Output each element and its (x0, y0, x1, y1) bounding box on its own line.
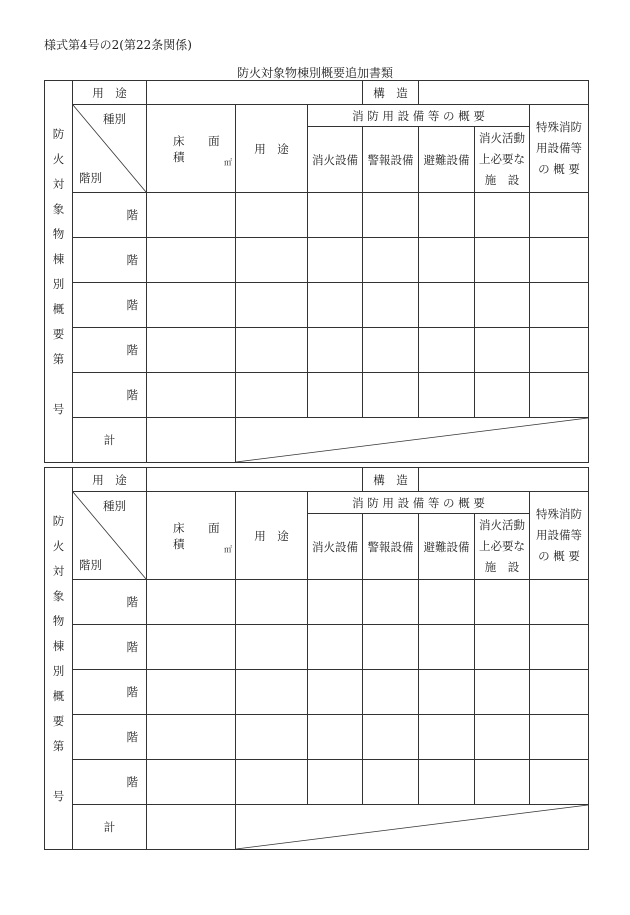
cell[interactable] (363, 580, 419, 625)
cell[interactable] (308, 328, 363, 373)
cell[interactable] (530, 625, 589, 670)
cell[interactable] (530, 328, 589, 373)
side-label: 防 火 対 象 物 棟 別 概 要 第 号 (45, 81, 73, 463)
cell[interactable] (363, 760, 419, 805)
total-label: 計 (73, 418, 147, 463)
cell[interactable] (530, 193, 589, 238)
cell[interactable] (419, 283, 475, 328)
cell[interactable] (419, 580, 475, 625)
firefighting-facility-header: 消火活動 上必要な 施 設 (475, 514, 530, 580)
cell[interactable] (419, 715, 475, 760)
cell[interactable] (236, 328, 308, 373)
cell[interactable] (363, 238, 419, 283)
cell[interactable] (236, 715, 308, 760)
cell[interactable] (363, 625, 419, 670)
cell[interactable] (147, 238, 236, 283)
cell[interactable] (308, 373, 363, 418)
type-floor-header: 種別 階別 (73, 492, 147, 580)
use-header: 用 途 (236, 105, 308, 193)
cell[interactable] (419, 670, 475, 715)
youto-field[interactable] (147, 468, 363, 492)
total-label: 計 (73, 805, 147, 850)
cell[interactable] (530, 580, 589, 625)
cell[interactable] (236, 373, 308, 418)
cell[interactable] (147, 760, 236, 805)
cell[interactable] (236, 193, 308, 238)
floor-area-header: 床 面 積 ㎡ (147, 492, 236, 580)
summary-table-2 (44, 467, 589, 850)
floor-label: 階 (73, 373, 147, 418)
cell[interactable] (475, 580, 530, 625)
fire-equipment-header: 消 防 用 設 備 等 の 概 要 (308, 492, 530, 514)
cell[interactable] (236, 760, 308, 805)
cell[interactable] (475, 283, 530, 328)
evacuation-header: 避難設備 (419, 514, 475, 580)
floor-label: 階 (73, 193, 147, 238)
firefighting-facility-header: 消火活動 上必要な 施 設 (475, 127, 530, 193)
cell[interactable] (419, 193, 475, 238)
youto-label: 用 途 (73, 468, 147, 492)
cell[interactable] (475, 373, 530, 418)
document-title: 防火対象物棟別概要追加書類 (236, 66, 393, 80)
cell[interactable] (530, 715, 589, 760)
floor-label: 階 (73, 670, 147, 715)
alarm-header: 警報設備 (363, 127, 419, 193)
cell[interactable] (308, 193, 363, 238)
cell[interactable] (147, 715, 236, 760)
extinguishing-header: 消火設備 (308, 127, 363, 193)
kouzou-label: 構 造 (363, 81, 419, 105)
cell[interactable] (308, 283, 363, 328)
side-label: 防 火 対 象 物 棟 別 概 要 第 号 (45, 468, 73, 850)
cell[interactable] (475, 238, 530, 283)
cell[interactable] (236, 283, 308, 328)
cell[interactable] (530, 283, 589, 328)
cell[interactable] (147, 670, 236, 715)
floor-label: 階 (73, 238, 147, 283)
special-equipment-header: 特殊消防 用設備等 の 概 要 (530, 492, 589, 580)
cell[interactable] (308, 715, 363, 760)
cell[interactable] (363, 670, 419, 715)
kouzou-label: 構 造 (363, 468, 419, 492)
cell[interactable] (419, 238, 475, 283)
cell[interactable] (308, 238, 363, 283)
fire-equipment-header: 消 防 用 設 備 等 の 概 要 (308, 105, 530, 127)
floor-label: 階 (73, 580, 147, 625)
cell[interactable] (419, 373, 475, 418)
cell[interactable] (236, 580, 308, 625)
total-area-cell[interactable] (147, 418, 236, 463)
total-strike-cell (236, 805, 589, 850)
cell[interactable] (147, 193, 236, 238)
floor-label: 階 (73, 283, 147, 328)
cell[interactable] (147, 328, 236, 373)
cell[interactable] (236, 238, 308, 283)
cell[interactable] (308, 625, 363, 670)
summary-table-1 (44, 80, 589, 463)
youto-label: 用 途 (73, 81, 147, 105)
floor-label: 階 (73, 625, 147, 670)
floor-label: 階 (73, 760, 147, 805)
cell[interactable] (147, 625, 236, 670)
cell[interactable] (475, 625, 530, 670)
special-equipment-header: 特殊消防 用設備等 の 概 要 (530, 105, 589, 193)
floor-area-header: 床 面 積 ㎡ (147, 105, 236, 193)
alarm-header: 警報設備 (363, 514, 419, 580)
cell[interactable] (475, 670, 530, 715)
cell[interactable] (530, 760, 589, 805)
kouzou-field[interactable] (419, 81, 589, 105)
total-area-cell[interactable] (147, 805, 236, 850)
cell[interactable] (147, 373, 236, 418)
cell[interactable] (236, 670, 308, 715)
cell[interactable] (236, 625, 308, 670)
cell[interactable] (363, 328, 419, 373)
cell[interactable] (475, 193, 530, 238)
use-header: 用 途 (236, 492, 308, 580)
floor-label: 階 (73, 715, 147, 760)
evacuation-header: 避難設備 (419, 127, 475, 193)
cell[interactable] (419, 760, 475, 805)
form-number: 様式第4号の2(第22条関係) (44, 38, 192, 52)
cell[interactable] (147, 283, 236, 328)
kouzou-field[interactable] (419, 468, 589, 492)
cell[interactable] (530, 373, 589, 418)
cell[interactable] (308, 760, 363, 805)
type-floor-header: 種別 階別 (73, 105, 147, 193)
total-strike-cell (236, 418, 589, 463)
cell[interactable] (475, 328, 530, 373)
cell[interactable] (530, 670, 589, 715)
cell[interactable] (363, 283, 419, 328)
extinguishing-header: 消火設備 (308, 514, 363, 580)
cell[interactable] (475, 760, 530, 805)
cell[interactable] (475, 715, 530, 760)
floor-label: 階 (73, 328, 147, 373)
cell[interactable] (363, 373, 419, 418)
cell[interactable] (308, 670, 363, 715)
cell[interactable] (363, 193, 419, 238)
cell[interactable] (363, 715, 419, 760)
cell[interactable] (419, 625, 475, 670)
cell[interactable] (419, 328, 475, 373)
cell[interactable] (308, 580, 363, 625)
cell[interactable] (147, 580, 236, 625)
youto-field[interactable] (147, 81, 363, 105)
cell[interactable] (530, 238, 589, 283)
